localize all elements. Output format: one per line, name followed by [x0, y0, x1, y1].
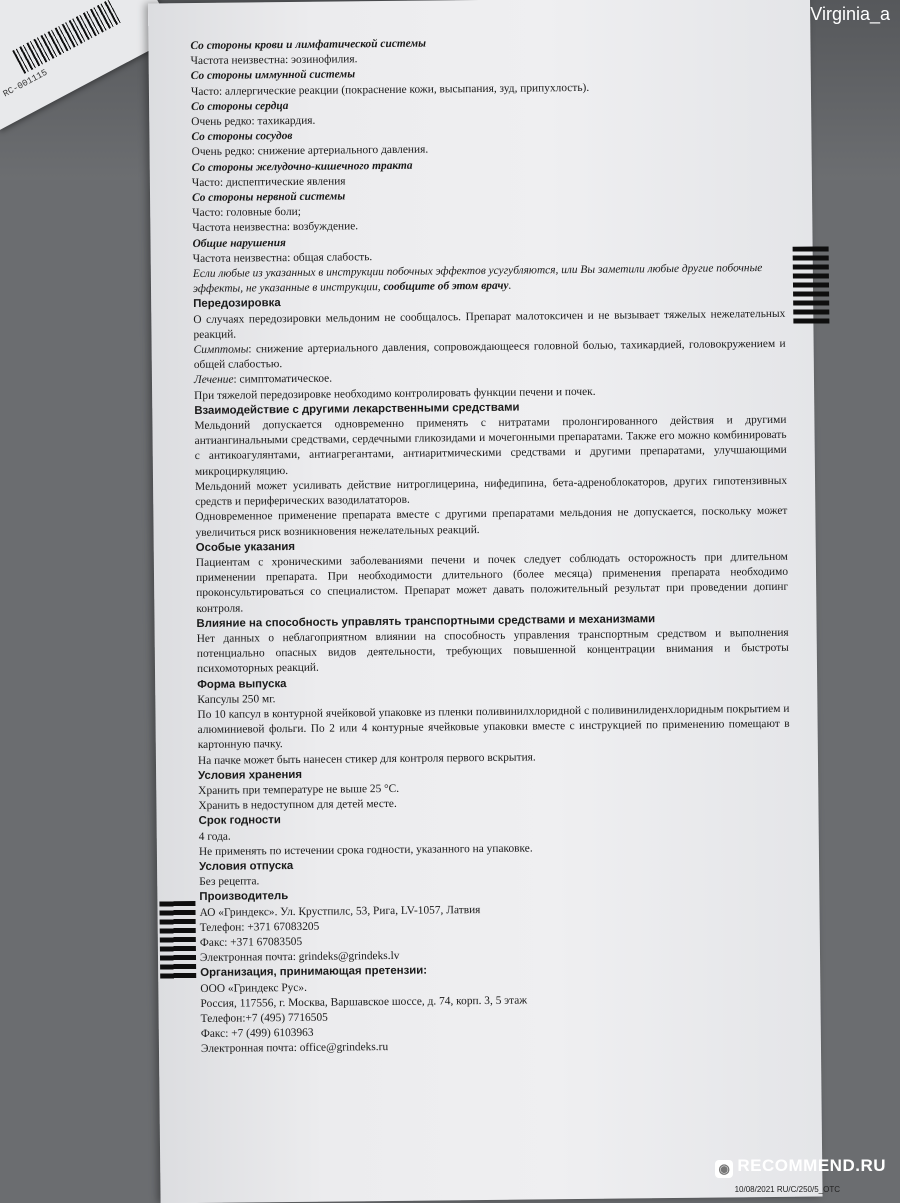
side-effect-text: Частота неизвестна: общая слабость.	[192, 250, 373, 265]
special-section	[196, 535, 789, 617]
paragraph: По 10 капсул в контурной ячейковой упаковке из пленки поливинилхлоридной с поливинилиденхлоридным покрытием и алюминиевой фольги. По 2 или 4 контурные ячейковые упаковки вместе с инструкцией по применению помещают в картонную пачку.	[197, 702, 790, 752]
leaflet-content	[190, 33, 793, 1058]
side-effect-title: Со стороны желудочно-кишечного тракта	[191, 159, 413, 174]
paragraph: О случаях передозировки мельдоним не сообщалось. Препарат малотоксичен и не вызывает тяжелых нежелательных реакций.	[193, 307, 786, 341]
paragraph: Телефон: +371 67083205	[199, 920, 320, 934]
paragraph: Хранить при температуре не выше 25 °С.	[198, 782, 400, 797]
interaction-section	[194, 398, 787, 541]
side-effect-text: Очень редко: тахикардия.	[191, 114, 316, 129]
label: Симптомы	[193, 343, 249, 357]
paragraph: Мельдоний может усиливать действие нитроглицерина, нифедипина, бета-адреноблокаторов, других гипотензивных средств и периферических вазодилататоров.	[195, 474, 788, 509]
side-effect-title: Со стороны нервной системы	[191, 190, 346, 205]
side-effect-title: Со стороны сосудов	[191, 130, 293, 144]
box-barcode	[12, 0, 121, 74]
overdose-section	[193, 291, 786, 404]
driving-section	[196, 611, 789, 678]
side-effect-title: Со стороны иммунной системы	[190, 68, 356, 83]
paragraph: Без рецепта.	[199, 875, 260, 889]
side-effect-title: Общие нарушения	[192, 236, 286, 250]
paragraph: При тяжелой передозировке необходимо контролировать функции печени и почек.	[194, 385, 596, 402]
recommend-logo-text: RECOMMEND.RU	[737, 1156, 886, 1175]
side-effect-title: Со стороны крови и лимфатической системы	[190, 37, 427, 53]
section-title: Производитель	[199, 890, 289, 904]
side-effect-title: Со стороны сердца	[191, 99, 289, 113]
side-effect-text: Частота неизвестна: возбуждение.	[192, 220, 359, 235]
storage-section	[198, 763, 790, 815]
side-effect-text: Частота неизвестна: эозинофилия.	[190, 53, 358, 68]
section-title: Особые указания	[195, 540, 296, 554]
side-effect-text: Часто: диспептические явления	[191, 175, 346, 189]
paragraph: На пачке может быть нанесен стикер для контроля первого вскрытия.	[197, 750, 536, 767]
section-title: Условия отпуска	[199, 859, 294, 873]
text: : симптоматическое.	[233, 373, 333, 387]
section-title: Передозировка	[193, 297, 281, 311]
section-title: Срок годности	[198, 814, 281, 828]
side-effect-text: Часто: головные боли;	[192, 206, 301, 220]
paragraph: Электронная почта: office@grindeks.ru	[200, 1041, 389, 1056]
section-title: Условия хранения	[198, 768, 303, 782]
side-effect-text: Часто: аллергические реакции (покраснение кожи, высыпания, зуд, припухлость).	[190, 81, 590, 98]
label: Лечение	[193, 374, 234, 387]
section-title: Форма выпуска	[197, 677, 287, 691]
instruction-leaflet	[148, 0, 823, 1203]
recommend-logo-icon: ◉	[715, 1160, 733, 1178]
paragraph: Одновременное применение препарата вместе с другими препаратами мельдония не допускается, поскольку может увеличиться риск возникновения нежелательных реакций.	[195, 505, 788, 539]
text: : снижение артериального давления, сопровождающееся головной болью, тахикардией, головокружением и общей слабостью.	[193, 337, 786, 372]
paragraph: Электронная почта: grindeks@grindeks.lv	[199, 950, 400, 965]
paragraph: Капсулы 250 мг.	[197, 692, 276, 706]
paragraph: Не применять по истечении срока годности, указанного на упаковке.	[198, 842, 533, 858]
paragraph: Факс: +371 67083505	[199, 935, 303, 949]
paragraph: АО «Гриндекс». Ул. Крустпилс, 53, Рига, LV-1057, Латвия	[199, 903, 481, 919]
side-effect-text: Очень редко: снижение артериального давления.	[191, 143, 429, 159]
form-section	[197, 671, 790, 768]
paragraph: ООО «Гриндекс Рус».	[200, 981, 308, 995]
shelf-life-section	[199, 808, 791, 860]
manufacturer-section	[199, 884, 792, 966]
section-title: Влияние на способность управлять транспортными средствами и механизмами	[196, 612, 656, 630]
paragraph: Пациентам с хроническими заболеваниями печени и почек следует соблюдать осторожность при длительном применении препарата. При необходимости длительного (более месяца) применения препарата необходимо проконсультироваться со специалистом. Препарат может давать положительный результат при проведении допинг контроля.	[195, 550, 789, 615]
section-title: Организация, принимающая претензии:	[200, 964, 428, 980]
paragraph: Нет данных о неблагоприятном влиянии на способность управления транспортным средством и выполнения потенциально опасных видов деятельности, требующих повышенной концентрации внимания и быстроты психомоторных реакций.	[196, 626, 789, 676]
author-watermark: Virginia_a	[810, 4, 890, 24]
note-emphasis: сообщите об этом врачу	[383, 279, 509, 294]
note-text: Если любые из указанных в инструкции побочных эффектов усугубляются, или Вы заметили любые другие побочные эффекты, не указанные в инструкции,	[192, 262, 763, 296]
note-end: .	[508, 279, 512, 292]
paragraph: Телефон:+7 (495) 7716505	[200, 1011, 328, 1025]
box-code: RC-001115	[1, 67, 50, 100]
paragraph: Факс: +7 (499) 6103963	[200, 1026, 314, 1041]
print-register-marks-right	[793, 246, 830, 326]
claims-section	[200, 960, 793, 1057]
side-effects-block	[190, 33, 785, 298]
print-register-marks-left	[159, 901, 196, 981]
recommend-logo	[715, 1156, 886, 1178]
leaflet-version-code: 10/08/2021 RU/C/250/5_OTC	[734, 1185, 840, 1194]
paragraph: Хранить в недоступном для детей месте.	[198, 798, 397, 813]
paragraph: Мельдоний допускается одновременно применять с нитратами пролонгированного действия и другими антиангинальными средствами, сердечными гликозидами и мочегонными препаратами. Также его можно комбинировать с антикоагулянтами, антиагрегантами, антиаритмическими средствами и другими препаратами, улучшающими микроциркуляцию.	[194, 413, 787, 478]
paragraph: Россия, 117556, г. Москва, Варшавское шоссе, д. 74, корп. 3, 5 этаж	[200, 994, 528, 1010]
paragraph: 4 года.	[198, 830, 231, 843]
section-title: Взаимодействие с другими лекарственными средствами	[194, 401, 520, 417]
